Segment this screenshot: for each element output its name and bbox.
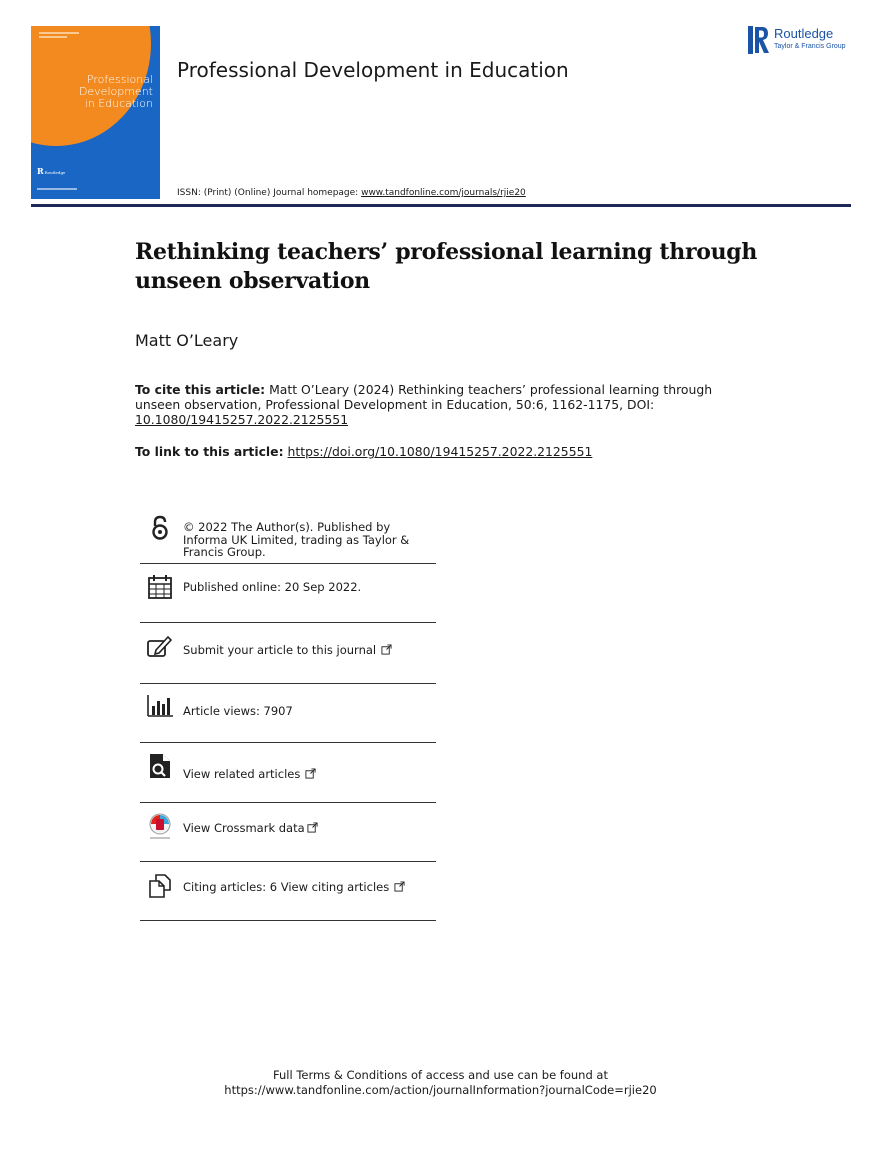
- related-articles-label: View related articles: [183, 767, 301, 781]
- external-link-icon: [305, 768, 316, 779]
- submit-article-row[interactable]: [140, 633, 436, 673]
- cite-text: Matt O’Leary (2024) Rethinking teachers’ professional learning through unseen observation, Professional Development in Education, 50:6, 1162-1175, DOI:: [135, 382, 713, 412]
- row-divider: [140, 622, 436, 623]
- open-access-icon: [146, 514, 174, 542]
- cite-doi-link[interactable]: 10.1080/19415257.2022.2125551: [135, 412, 349, 427]
- article-doi-link[interactable]: https://doi.org/10.1080/19415257.2022.2125551: [287, 444, 593, 459]
- header-divider: [31, 204, 851, 207]
- citing-articles-label: Citing articles: 6 View citing articles: [183, 880, 390, 894]
- journal-cover-image: [31, 26, 160, 199]
- cover-publisher-logo: RRoutledge: [37, 166, 66, 176]
- citing-articles-icon: [146, 872, 174, 900]
- journal-title: Professional Development in Education: [177, 58, 569, 82]
- cover-rule: [37, 188, 77, 190]
- row-divider: [140, 861, 436, 862]
- submit-article-link[interactable]: [183, 644, 392, 657]
- cite-label: To cite this article:: [135, 382, 266, 397]
- article-title: Rethinking teachers’ professional learning through unseen observation: [135, 239, 758, 294]
- crossmark-label: View Crossmark data: [183, 821, 305, 835]
- article-link-line: [135, 444, 592, 459]
- cover-meta-text: [39, 30, 99, 38]
- cover-title-line: in Education: [84, 97, 153, 110]
- publisher-subtitle: Taylor & Francis Group: [774, 43, 846, 50]
- row-divider: [140, 802, 436, 803]
- row-divider: [140, 563, 436, 564]
- terms-footer: [0, 1068, 881, 1098]
- author-name: Matt O’Leary: [135, 331, 239, 350]
- search-document-icon: [146, 752, 174, 780]
- external-link-icon: [381, 644, 392, 655]
- citing-articles-link[interactable]: [183, 881, 405, 894]
- related-articles-row[interactable]: [140, 752, 436, 792]
- crossmark-link[interactable]: [183, 822, 318, 835]
- terms-url[interactable]: https://www.tandfonline.com/action/journalInformation?journalCode=rjie20: [224, 1083, 657, 1097]
- related-articles-link[interactable]: [183, 768, 316, 781]
- cover-title-line: Professional: [86, 73, 153, 86]
- crossmark-icon: [146, 812, 174, 840]
- link-label: To link to this article:: [135, 444, 284, 459]
- routledge-logo[interactable]: [748, 26, 858, 56]
- license-row: [140, 514, 436, 564]
- edit-icon: [146, 633, 174, 661]
- publisher-name: Routledge: [774, 26, 834, 41]
- submit-article-label: Submit your article to this journal: [183, 643, 377, 657]
- cover-publisher-name: Routledge: [44, 170, 66, 175]
- citing-articles-row[interactable]: [140, 872, 436, 912]
- external-link-icon: [307, 822, 318, 833]
- article-views-text: Article views: 7907: [183, 704, 293, 718]
- citation-block: [135, 382, 745, 427]
- crossmark-row[interactable]: [140, 812, 436, 852]
- row-divider: [140, 920, 436, 921]
- published-text: Published online: 20 Sep 2022.: [183, 580, 362, 594]
- published-row: [140, 573, 436, 613]
- row-divider: [140, 742, 436, 743]
- bar-chart-icon: [146, 692, 174, 720]
- license-text: © 2022 The Author(s). Published by Informa UK Limited, trading as Taylor & Francis Group.: [183, 520, 410, 559]
- cover-title-line: Development: [78, 85, 153, 98]
- issn-line: [177, 188, 526, 198]
- routledge-mark-icon: [748, 26, 770, 54]
- calendar-icon: [146, 573, 174, 601]
- article-views-row: [140, 692, 436, 732]
- terms-text: Full Terms & Conditions of access and use can be found at: [273, 1068, 608, 1082]
- issn-label: ISSN: (Print) (Online) Journal homepage:: [177, 188, 362, 198]
- row-divider: [140, 683, 436, 684]
- external-link-icon: [394, 881, 405, 892]
- cover-title: [43, 74, 153, 110]
- journal-homepage-link[interactable]: www.tandfonline.com/journals/rjie20: [361, 188, 526, 198]
